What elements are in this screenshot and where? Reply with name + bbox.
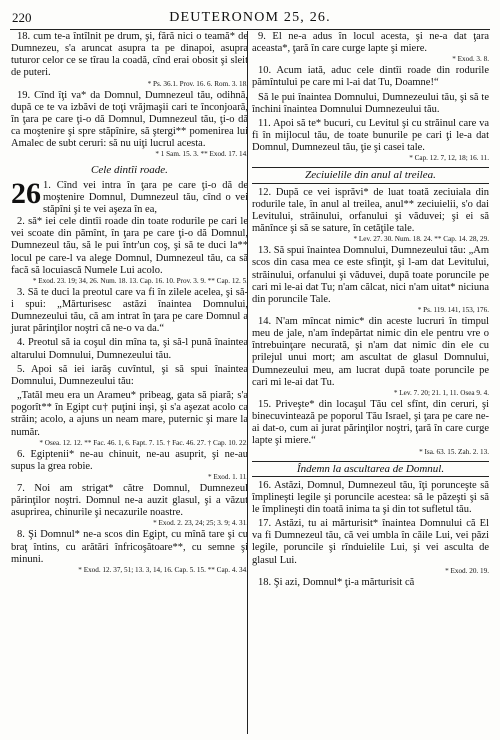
footnote-26-14: * Lev. 7. 20; 21. 1, 11. Osea 9. 4. [393,388,489,397]
column-divider [247,31,248,734]
verse-26-9: 9. El ne-a adus în locul acesta, şi ne-a dat ţara aceasta*, ţară în care curge lapte şi miere. [252,31,489,55]
footnote-26-7: * Exod. 2. 23, 24; 25; 3. 9; 4. 31. [153,519,248,528]
footnote-26-13: * Ps. 119. 141, 153, 176. [417,305,489,314]
verse-26-7: 7. Noi am strigat* către Domnul, Dumnezeul părinţilor noştri. Domnul ne-a auzit glasul, şi a văzut asuprirea, chinurile şi necazurile noastre. [11,483,248,519]
page-number: 220 [12,10,32,25]
footnote-26-15: * Isa. 63. 15. Zah. 2. 13. [419,447,489,456]
verse-25-18: 18. cum te-a întîlnit pe drum, şi, fără nici o teamă* de Dumnezeu, s'a aruncat asupra ta pe dinapoi, asupra tuturor celor ce se tîrau la coadă, cînd erai obosit şi sleit de puteri. [11,31,248,79]
page-header [0,10,500,28]
verse-26-16: 16. Astăzi, Domnul, Dumnezeul tău, îţi porunceşte să împlineşti legile şi poruncile acestea: să le păzeşti şi să le împlineşti din toată inima ta şi din tot sufletul tău. [252,479,489,515]
footnote-25-18: * Ps. 36.1. Prov. 16. 6. Rom. 3. 18. [147,79,248,88]
footnote-26-12: * Lev. 27. 30. Num. 18. 24. ** Cap. 14. 28, 29. [353,235,489,244]
verse-26-5: 5. Apoi să iei iarăş cuvîntul, şi să spui înaintea Domnului, Dumnezeului tău: [11,363,248,387]
verse-26-1: 1. Cînd vei intra în ţara pe care ţi-o dă de moştenire Domnul, Dumnezeul tău, cînd o vei stăpîni şi te vei aşeza în ea, [43,179,248,215]
header-rule [10,29,490,30]
section-heading-box-tithes [252,167,489,183]
verse-26-8: 8. Şi Domnul* ne-a scos din Egipt, cu mînă tare şi cu braţ întins, cu arătări înfricoşătoare**, cu semne şi minuni. [11,529,248,565]
footnote-26-8: * Exod. 12. 37, 51; 13. 3, 14, 16. Cap. 5. 15. ** Cap. 4. 34. [78,565,248,574]
footnote-25-19: * 1 Sam. 15. 3. ** Exod. 17. 14. [155,150,248,159]
left-column [11,31,248,576]
verse-26-14: 14. N'am mîncat nimic* din aceste lucruri în timpul meu de jale, n'am îndepărtat nimic din ele pentru vre o întrebuinţare necurată, şi n'am dat nimic din ele cu prilejul unui mort; am ascultat de glasul Domnului, Dumnezeului meu, am lucrat după toate poruncile pe cari mi le-ai dat Tu. [252,315,489,388]
section-heading-obedience: Îndemn la ascultarea de Domnul. [296,462,445,475]
running-title: DEUTERONOM 25, 26. [169,10,331,25]
footnote-26-9: * Exod. 3. 8. [452,55,489,64]
verse-26-3: 3. Să te duci la preotul care va fi în zilele acelea, şi să-i spui: „Mărturisesc astăzi înaintea Domnului, Dumnezeului tău, că am intrat în ţara pe care Domnul a jurat părinţilor noştri că ne-o va da.“ [11,286,248,335]
verse-26-5-quote: „Tatăl meu era un Arameu* pribeag, gata să piară; s'a pogorît** în Egipt cu† puţini inşi, şi s'a aşezat acolo ca străin; acolo, a ajuns un neam mare, puternic şi mare la număr. [11,390,248,438]
verse-26-12: 12. După ce vei isprăvi* de luat toată zeciuiala din rodurile tale, în anul al treilea, anul** zeciuielii, s'o dai Levitului, străinului, orfanului şi văduvei; şi ei să mănînce şi să se sature, în cetăţile tale. [252,186,489,235]
footnote-26-11: * Cap. 12. 7, 12, 18; 16. 11. [409,154,489,163]
verse-26-10: 10. Acum iată, aduc cele dintîi roade din rodurile pămîntului pe care mi l-ai dat Tu, Doamne!“ [252,65,489,89]
verse-26-2: 2. să* iei cele dintîi roade din toate rodurile pe cari le vei scoate din pămînt, în ţara pe care ţi-o dă Domnul, Dumnezeul tău, să le pui într'un coş, şi să te duci la** locul pe care-l va alege Domnul, Dumnezeul tău, ca să facă să locuiască Numele Lui acolo. [11,216,248,276]
footnote-26-5: * Osea. 12. 12. ** Fac. 46. 1, 6. Fapt. 7. 15. † Fac. 46. 27. † Cap. 10. 22. [39,438,248,447]
section-heading-first-fruits: Cele dintîi roade. [91,164,168,177]
verse-26-11: 11. Apoi să te* bucuri, cu Levitul şi cu străinul care va fi în mijlocul tău, de toate bunurile pe cari ţi le-a dat Domnul, Dumnezeul tău, ţie şi casei tale. [252,117,489,154]
verse-26-10-cont: Să le pui înaintea Domnului, Dumnezeului tău, şi să te închini înaintea Domnului Dumnezeului tău. [252,91,489,115]
verse-26-6: 6. Egiptenii* ne-au chinuit, ne-au asuprit, şi ne-au supus la grea robie. [11,448,248,472]
section-heading-tithes: Zeciuielile din anul al treilea. [305,169,436,182]
chapter-number: 26 [11,176,41,210]
chapter-start [11,176,248,216]
verse-25-19: 19. Cînd îţi va* da Domnul, Dumnezeul tău, odihnă, după ce te va izbăvi de toţi vrăjmaşii cari te înconjoară, în ţara pe care ţi-o dă Domnul, Dumnezeul tău, ţi-o dă ca moştenire şi spre stăpînire, să ştergi** pomenirea lui Amalec de subt ceruri: să nu uiţi lucrul acesta. [11,89,248,150]
footnote-26-6: * Exod. 1. 11. [207,473,248,481]
section-heading-box-obedience [252,461,489,477]
verse-26-17: 17. Astăzi, tu ai mărturisit* înaintea Domnului că El va fi Dumnezeul tău, că vei umbla în căile Lui, vei păzi legile, poruncile şi rînduielile Lui, şi vei asculta de glasul Lui. [252,518,489,566]
verse-26-15: 15. Priveşte* din locaşul Tău cel sfînt, din ceruri, şi binecuvintează pe poporul Tău Israel, şi ţara pe care ne-ai dat-o, cum ai jurat părinţilor noştri, ţară în care curge lapte şi miere.“ [252,398,489,447]
verse-26-13: 13. Să spui înaintea Domnului, Dumnezeului tău: „Am scos din casa mea ce este sfinţit, şi l-am dat Levitului, străinului, orfanului şi văduvei, după toate poruncile pe cari mi le-ai dat Tu; n'am călcat, nici n'am uitat* niciuna din poruncile Tale. [252,245,489,305]
right-column [252,31,489,589]
verse-26-18: 18. Şi azi, Domnul* ţi-a mărturisit că [258,576,415,588]
verse-26-4: 4. Preotul să ia coşul din mîna ta, şi să-l pună înaintea altarului Domnului, Dumnezeului tău. [11,337,248,361]
footnote-26-2: * Exod. 23. 19; 34, 26. Num. 18. 13. Cap. 16. 10. Prov. 3. 9. ** Cap. 12. 5. [32,276,248,285]
footnote-26-17: * Exod. 20. 19. [445,566,489,575]
